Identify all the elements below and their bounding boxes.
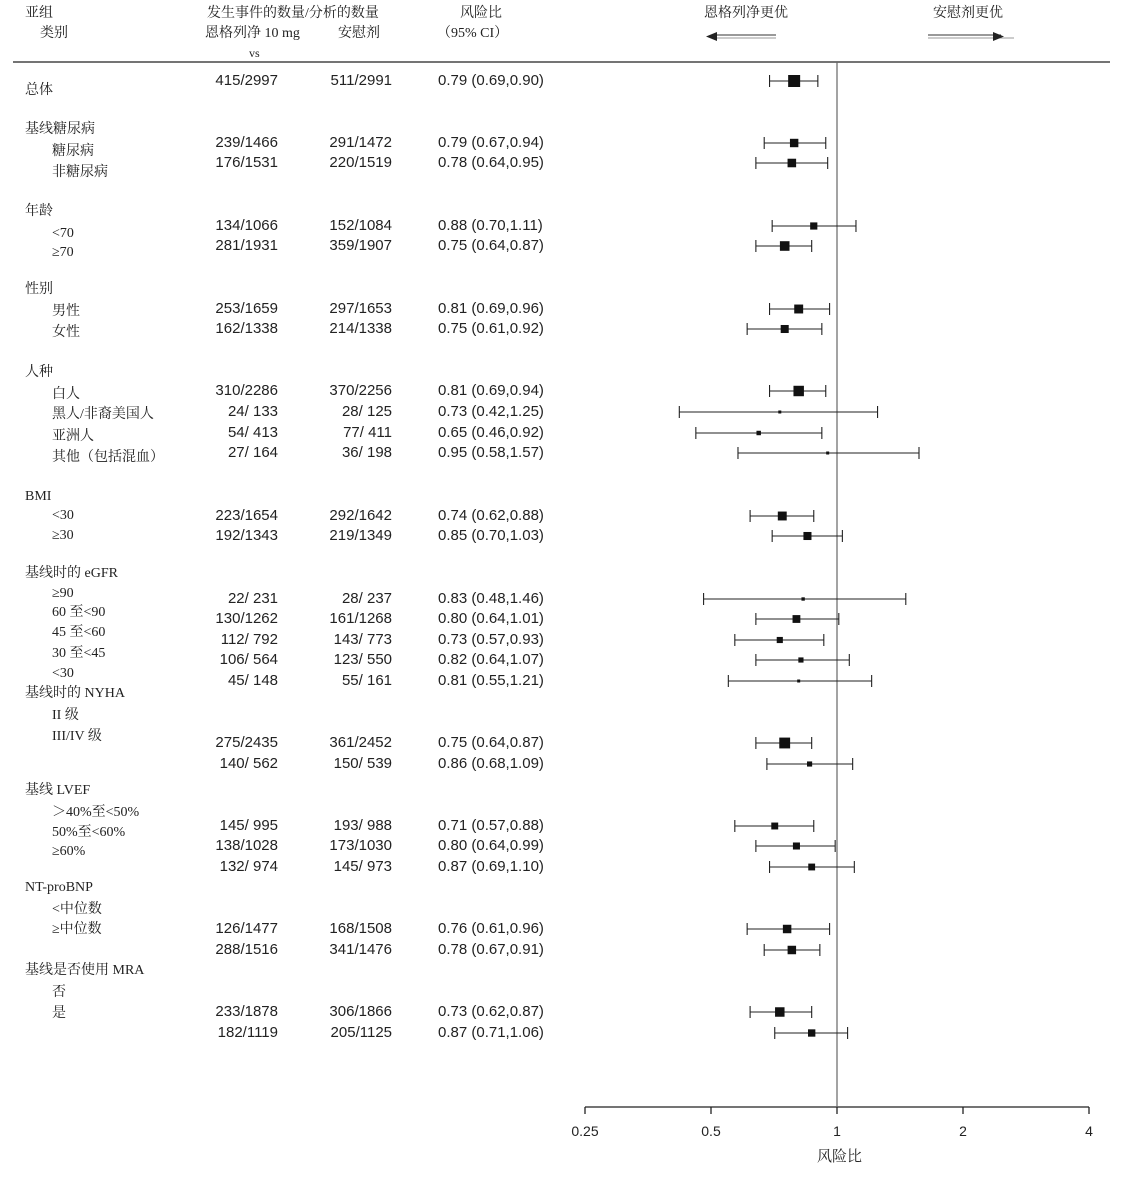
- drug-events-cell: 415/2997: [215, 72, 278, 89]
- drug-events-cell: 24/ 133: [227, 403, 278, 420]
- subgroup-label: 60 至<90: [52, 605, 106, 620]
- x-axis: [571, 1107, 1093, 1139]
- placebo-events-cell: 205/1125: [330, 1024, 392, 1041]
- hazard-ratio-cell: 0.86 (0.68,1.09): [438, 755, 544, 772]
- drug-events-cell: 275/2435: [215, 734, 278, 751]
- hazard-ratio-cell: 0.81 (0.69,0.96): [438, 300, 544, 317]
- col-placebo-header: 安慰剂: [338, 26, 380, 41]
- placebo-events-cell: 193/ 988: [333, 817, 392, 834]
- hr-point: [783, 925, 791, 933]
- drug-events-cell: 176/1531: [215, 154, 278, 171]
- hazard-ratio-cell: 0.76 (0.61,0.96): [438, 920, 544, 937]
- hr-point: [780, 241, 790, 251]
- subgroup-label: II 级: [52, 708, 79, 723]
- hr-point: [826, 452, 829, 455]
- subgroup-label: 30 至<45: [52, 646, 106, 661]
- forest-row-mark: [756, 240, 812, 252]
- subgroup-label: ＞40%至<50%: [52, 805, 140, 820]
- forest-row-mark: [756, 737, 812, 749]
- group-label: 基线糖尿病: [25, 122, 95, 137]
- forest-row-mark: [738, 447, 919, 459]
- placebo-events-cell: 292/1642: [329, 507, 392, 524]
- subgroup-label: <30: [52, 508, 74, 523]
- subgroup-label: ≥60%: [52, 844, 86, 859]
- col-subgroup-header-line2: 类别: [40, 26, 68, 41]
- favors-placebo-label: 安慰剂更优: [933, 6, 1003, 21]
- col-events-header: 发生事件的数量/分析的数量: [207, 6, 379, 21]
- subgroup-label: 是: [52, 1006, 66, 1021]
- forest-row-mark: [756, 654, 849, 666]
- drug-events-cell: 281/1931: [215, 237, 278, 254]
- group-label: 基线 LVEF: [25, 783, 91, 798]
- group-label: 基线时的 eGFR: [25, 566, 118, 581]
- group-label: BMI: [25, 489, 52, 504]
- placebo-events-cell: 370/2256: [329, 382, 392, 399]
- hr-point: [771, 823, 778, 830]
- x-axis-label: 风险比: [817, 1148, 863, 1165]
- favors-drug-arrow: [706, 32, 776, 41]
- x-tick-label: 4: [1085, 1123, 1093, 1139]
- hr-point: [777, 637, 783, 643]
- placebo-events-cell: 145/ 973: [333, 858, 392, 875]
- forest-marks: [679, 62, 919, 1107]
- drug-events-cell: 134/1066: [215, 217, 278, 234]
- drug-events-cell: 45/ 148: [227, 672, 278, 689]
- placebo-events-cell: 77/ 411: [343, 424, 392, 441]
- forest-row-mark: [767, 758, 853, 770]
- placebo-events-cell: 341/1476: [329, 941, 392, 958]
- hazard-ratio-cell: 0.73 (0.42,1.25): [438, 403, 544, 420]
- hazard-ratio-cell: 0.75 (0.61,0.92): [438, 320, 544, 337]
- forest-row-mark: [772, 220, 856, 232]
- drug-events-cell: 138/1028: [215, 837, 278, 854]
- col-hr-header: 风险比: [460, 6, 502, 21]
- hazard-ratio-cell: 0.75 (0.64,0.87): [438, 237, 544, 254]
- subgroup-label: <30: [52, 666, 74, 681]
- placebo-events-cell: 361/2452: [329, 734, 392, 751]
- hazard-ratio-cell: 0.95 (0.58,1.57): [438, 444, 544, 461]
- drug-events-cell: 310/2286: [215, 382, 278, 399]
- hr-point: [781, 325, 789, 333]
- col-ci-header: （95% CI）: [437, 26, 509, 41]
- forest-row-mark: [750, 510, 814, 522]
- placebo-events-cell: 359/1907: [329, 237, 392, 254]
- hazard-ratio-cell: 0.79 (0.69,0.90): [438, 72, 544, 89]
- subgroup-label: ≥70: [52, 245, 74, 260]
- placebo-events-cell: 220/1519: [329, 154, 392, 171]
- hr-point: [797, 680, 800, 683]
- placebo-events-cell: 28/ 237: [341, 590, 392, 607]
- drug-events-cell: 162/1338: [215, 320, 278, 337]
- drug-events-cell: 112/ 792: [220, 631, 278, 648]
- forest-row-mark: [747, 923, 829, 935]
- hr-point: [810, 222, 817, 229]
- hazard-ratio-cell: 0.74 (0.62,0.88): [438, 507, 544, 524]
- drug-events-cell: 132/ 974: [219, 858, 278, 875]
- x-tick-label: 1: [833, 1123, 841, 1139]
- hazard-ratio-cell: 0.87 (0.71,1.06): [438, 1024, 544, 1041]
- hr-point: [756, 431, 760, 435]
- hazard-ratio-cell: 0.80 (0.64,0.99): [438, 837, 544, 854]
- placebo-events-cell: 214/1338: [329, 320, 392, 337]
- placebo-events-cell: 511/2991: [330, 72, 392, 89]
- x-tick-label: 0.25: [571, 1123, 599, 1139]
- hr-point: [793, 386, 803, 396]
- subgroup-label: III/IV 级: [52, 729, 102, 744]
- hr-point: [778, 411, 781, 414]
- forest-row-mark: [756, 613, 839, 625]
- hr-point: [775, 1007, 784, 1016]
- hr-point: [793, 615, 801, 623]
- drug-events-cell: 223/1654: [215, 507, 278, 524]
- forest-row-mark: [772, 530, 842, 542]
- hazard-ratio-cell: 0.79 (0.67,0.94): [438, 134, 544, 151]
- subgroup-label: ≥30: [52, 528, 74, 543]
- drug-events-cell: 239/1466: [215, 134, 278, 151]
- hazard-ratio-cell: 0.87 (0.69,1.10): [438, 858, 544, 875]
- hr-point: [788, 75, 800, 87]
- hr-point: [794, 305, 803, 314]
- placebo-events-cell: 173/1030: [329, 837, 392, 854]
- hazard-ratio-cell: 0.78 (0.67,0.91): [438, 941, 544, 958]
- hazard-ratio-cell: 0.88 (0.70,1.11): [438, 217, 543, 234]
- placebo-events-cell: 152/1084: [329, 217, 392, 234]
- subgroup-label: 45 至<60: [52, 625, 106, 640]
- hr-point: [798, 657, 803, 662]
- forest-row-mark: [770, 861, 855, 873]
- forest-row-mark: [756, 157, 828, 169]
- x-tick-label: 0.5: [701, 1123, 721, 1139]
- group-label: 总体: [25, 83, 53, 98]
- col-subgroup-header-line1: 亚组: [25, 6, 53, 21]
- forest-row-mark: [728, 675, 871, 687]
- hr-point: [793, 842, 800, 849]
- placebo-events-cell: 28/ 125: [341, 403, 392, 420]
- group-label: NT-proBNP: [25, 880, 93, 895]
- placebo-events-cell: 297/1653: [329, 300, 392, 317]
- drug-events-cell: 106/ 564: [219, 651, 278, 668]
- forest-row-mark: [770, 385, 826, 397]
- placebo-events-cell: 55/ 161: [341, 672, 392, 689]
- subgroup-label: ≥中位数: [52, 922, 102, 937]
- drug-events-cell: 288/1516: [215, 941, 278, 958]
- hr-point: [808, 1029, 815, 1036]
- favors-drug-label: 恩格列净更优: [704, 6, 788, 21]
- hr-point: [778, 512, 787, 521]
- hazard-ratio-cell: 0.81 (0.55,1.21): [438, 672, 544, 689]
- hr-point: [808, 864, 815, 871]
- hr-point: [807, 761, 812, 766]
- placebo-events-cell: 306/1866: [329, 1003, 392, 1020]
- subgroup-label: 糖尿病: [52, 144, 94, 159]
- drug-events-cell: 192/1343: [215, 527, 278, 544]
- hazard-ratio-cell: 0.73 (0.57,0.93): [438, 631, 544, 648]
- drug-events-cell: 130/1262: [215, 610, 278, 627]
- hazard-ratio-cell: 0.83 (0.48,1.46): [438, 590, 544, 607]
- placebo-events-cell: 168/1508: [329, 920, 392, 937]
- forest-row-mark: [747, 323, 822, 335]
- forest-row-mark: [679, 406, 877, 418]
- subgroup-label: ≥90: [52, 586, 74, 601]
- drug-events-cell: 22/ 231: [227, 590, 278, 607]
- group-label: 人种: [25, 365, 53, 380]
- drug-events-cell: 145/ 995: [219, 817, 278, 834]
- hr-point: [801, 597, 804, 600]
- placebo-events-cell: 123/ 550: [333, 651, 392, 668]
- subgroup-label: 黑人/非裔美国人: [52, 407, 154, 422]
- forest-row-mark: [764, 137, 826, 149]
- favors-placebo-arrow: [928, 32, 1014, 41]
- forest-row-mark: [756, 840, 835, 852]
- group-label: 性别: [25, 282, 53, 297]
- subgroup-label: <中位数: [52, 902, 102, 917]
- placebo-events-cell: 143/ 773: [333, 631, 392, 648]
- group-label: 基线是否使用 MRA: [25, 963, 145, 978]
- hr-point: [803, 532, 811, 540]
- group-label: 基线时的 NYHA: [25, 686, 125, 701]
- forest-row-mark: [764, 944, 820, 956]
- forest-row-mark: [750, 1006, 812, 1018]
- placebo-events-cell: 219/1349: [329, 527, 392, 544]
- hazard-ratio-cell: 0.78 (0.64,0.95): [438, 154, 544, 171]
- hr-point: [788, 159, 797, 168]
- forest-row-mark: [704, 593, 906, 605]
- hazard-ratio-cell: 0.82 (0.64,1.07): [438, 651, 544, 668]
- hazard-ratio-cell: 0.71 (0.57,0.88): [438, 817, 544, 834]
- placebo-events-cell: 161/1268: [329, 610, 392, 627]
- subgroup-label: 非糖尿病: [52, 165, 108, 180]
- hazard-ratio-cell: 0.75 (0.64,0.87): [438, 734, 544, 751]
- forest-row-mark: [696, 427, 822, 439]
- forest-row-mark: [735, 820, 814, 832]
- hazard-ratio-cell: 0.80 (0.64,1.01): [438, 610, 544, 627]
- forest-row-mark: [770, 303, 830, 315]
- subgroup-label: 亚洲人: [52, 429, 94, 444]
- drug-events-cell: 126/1477: [215, 920, 278, 937]
- drug-events-cell: 182/1119: [217, 1024, 278, 1041]
- x-tick-label: 2: [959, 1123, 967, 1139]
- col-drug-header: 恩格列净 10 mg: [205, 26, 300, 41]
- placebo-events-cell: 291/1472: [329, 134, 392, 151]
- hr-point: [779, 738, 790, 749]
- drug-events-cell: 253/1659: [215, 300, 278, 317]
- col-vs-label: vs: [249, 46, 260, 60]
- drug-events-cell: 140/ 562: [219, 755, 278, 772]
- hazard-ratio-cell: 0.65 (0.46,0.92): [438, 424, 544, 441]
- hazard-ratio-cell: 0.73 (0.62,0.87): [438, 1003, 544, 1020]
- hazard-ratio-cell: 0.85 (0.70,1.03): [438, 527, 544, 544]
- forest-row-mark: [735, 634, 824, 646]
- placebo-events-cell: 150/ 539: [333, 755, 392, 772]
- subgroup-label: 白人: [52, 387, 80, 402]
- subgroup-label: 男性: [52, 304, 80, 319]
- subgroup-label: 否: [52, 985, 66, 1000]
- hazard-ratio-cell: 0.81 (0.69,0.94): [438, 382, 544, 399]
- placebo-events-cell: 36/ 198: [341, 444, 392, 461]
- group-label: 年龄: [25, 204, 53, 219]
- hr-point: [790, 139, 798, 147]
- hr-point: [788, 946, 796, 954]
- forest-row-mark: [770, 75, 818, 87]
- drug-events-cell: 233/1878: [215, 1003, 278, 1020]
- subgroup-label: 女性: [52, 325, 80, 340]
- subgroup-label: 其他（包括混血）: [52, 450, 164, 465]
- drug-events-cell: 27/ 164: [227, 444, 278, 461]
- subgroup-label: 50%至<60%: [52, 825, 126, 840]
- subgroup-label: <70: [52, 226, 74, 241]
- drug-events-cell: 54/ 413: [227, 424, 278, 441]
